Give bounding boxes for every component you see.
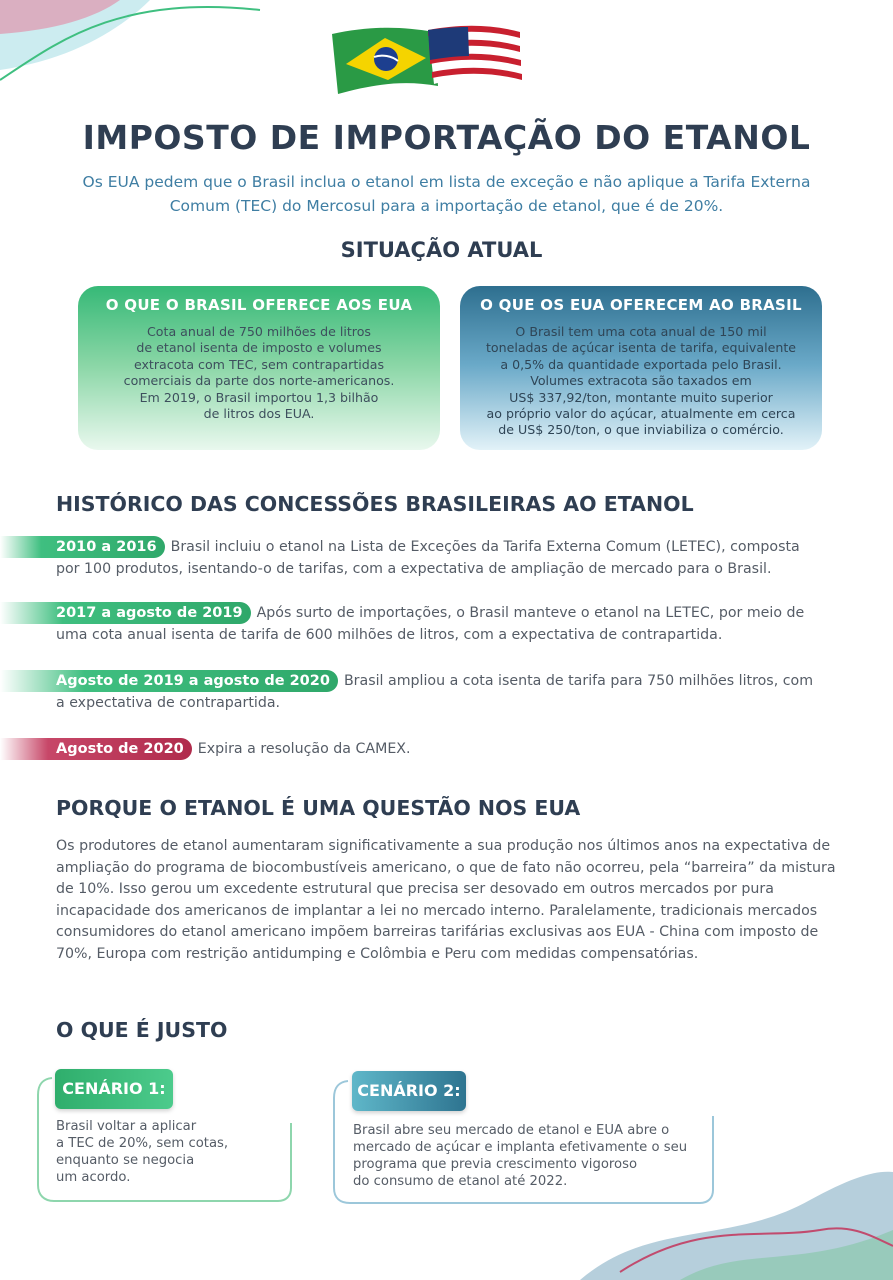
historico-item (0, 738, 893, 760)
brasil-offer-text: Cota anual de 750 milhões de litros de etanol isenta de imposto e volumes extracota com TEC, sem contrapartidas comerciais da parte dos norte-americanos. Em 2019, o Brasil importou 1,3 bilhão de litros dos EUA. (123, 324, 395, 422)
situacao-title: SITUAÇÃO ATUAL (340, 238, 543, 262)
historico-item-text: Após surto de importações, o Brasil manteve o etanol na LETEC, por meio de uma cota anual isenta de tarifa de 600 milhões de litros, com a expectativa de contrapartida. (56, 605, 805, 643)
top-left-decoration (0, 0, 280, 90)
cenario-1-text: Brasil voltar a aplicar a TEC de 20%, sem cotas, enquanto se negocia um acordo. (56, 1119, 229, 1185)
period-badge: 2017 a agosto de 2019 (0, 602, 251, 624)
period-badge: Agosto de 2020 (0, 738, 192, 760)
brasil-offer-heading: O QUE O BRASIL OFERECE AOS EUA (105, 296, 413, 314)
historico-item-text: Brasil ampliou a cota isenta de tarifa para 750 milhões litros, com a expectativa de contrapartida. (56, 673, 814, 711)
historico-item (0, 670, 893, 714)
period-badge: 2010 a 2016 (0, 536, 165, 558)
brazil-flag-icon (332, 28, 438, 94)
porque-text: Os produtores de etanol aumentaram significativamente a sua produção nos últimos anos na expectativa de ampliação do programa de biocombustíveis americano, o que de fato não ocorreu, pela “barreira” da mistura de 10%. Isso gerou um excedente estrutural que precisa ser desovado em outros mercados por pura incapacidade dos americanos de implantar a lei no mercado interno. Paralelamente, tradicionais mercados consumidores do etanol americano impõem barreiras tarifárias exclusivas aos EUA - China com imposto de 70%, Europa com restrição antidumping e Colômbia e Peru com medidas compensatórias. (56, 838, 836, 962)
brasil-offer-box (78, 286, 440, 450)
justo-title: O QUE É JUSTO (56, 1018, 228, 1042)
historico-item (0, 536, 893, 580)
page-subtitle: Os EUA pedem que o Brasil inclua o etanol em lista de exceção e não aplique a Tarifa Externa Comum (TEC) do Mercosul para a importação de etanol, que é de 20%. (82, 173, 811, 215)
eua-offer-box (460, 286, 822, 450)
usa-flag-icon (428, 26, 522, 84)
cenario-1-label: CENÁRIO 1: (55, 1069, 173, 1109)
historico-item (0, 602, 893, 646)
cenario-2-label: CENÁRIO 2: (352, 1071, 466, 1111)
eua-offer-heading: O QUE OS EUA OFERECEM AO BRASIL (480, 296, 802, 314)
historico-title: HISTÓRICO DAS CONCESSÕES BRASILEIRAS AO ETANOL (56, 492, 694, 516)
eua-offer-text: O Brasil tem uma cota anual de 150 mil toneladas de açúcar isenta de tarifa, equivalente a 0,5% da quantidade exportada pelo Brasil. Volumes extracota são taxados em US$ 337,92/ton, montante muito superior ao próprio valor do açúcar, atualmente em cerca de US$ 250/ton, o que inviabiliza o comércio. (485, 324, 797, 438)
cenario-2-text: Brasil abre seu mercado de etanol e EUA abre o mercado de açúcar e implanta efetivamente o seu programa que previa crescimento vigoroso do consumo de etanol até 2022. (353, 1123, 688, 1189)
porque-title: PORQUE O ETANOL É UMA QUESTÃO NOS EUA (56, 796, 581, 820)
brazil-usa-flags (330, 22, 530, 100)
period-badge: Agosto de 2019 a agosto de 2020 (0, 670, 338, 692)
historico-item-text: Brasil incluiu o etanol na Lista de Exceções da Tarifa Externa Comum (LETEC), composta por 100 produtos, isentando-o de tarifas, com a expectativa de ampliação de mercado para o Brasil. (56, 539, 800, 577)
historico-item-text: Expira a resolução da CAMEX. (197, 741, 411, 757)
page-title: IMPOSTO DE IMPORTAÇÃO DO ETANOL (82, 118, 811, 157)
